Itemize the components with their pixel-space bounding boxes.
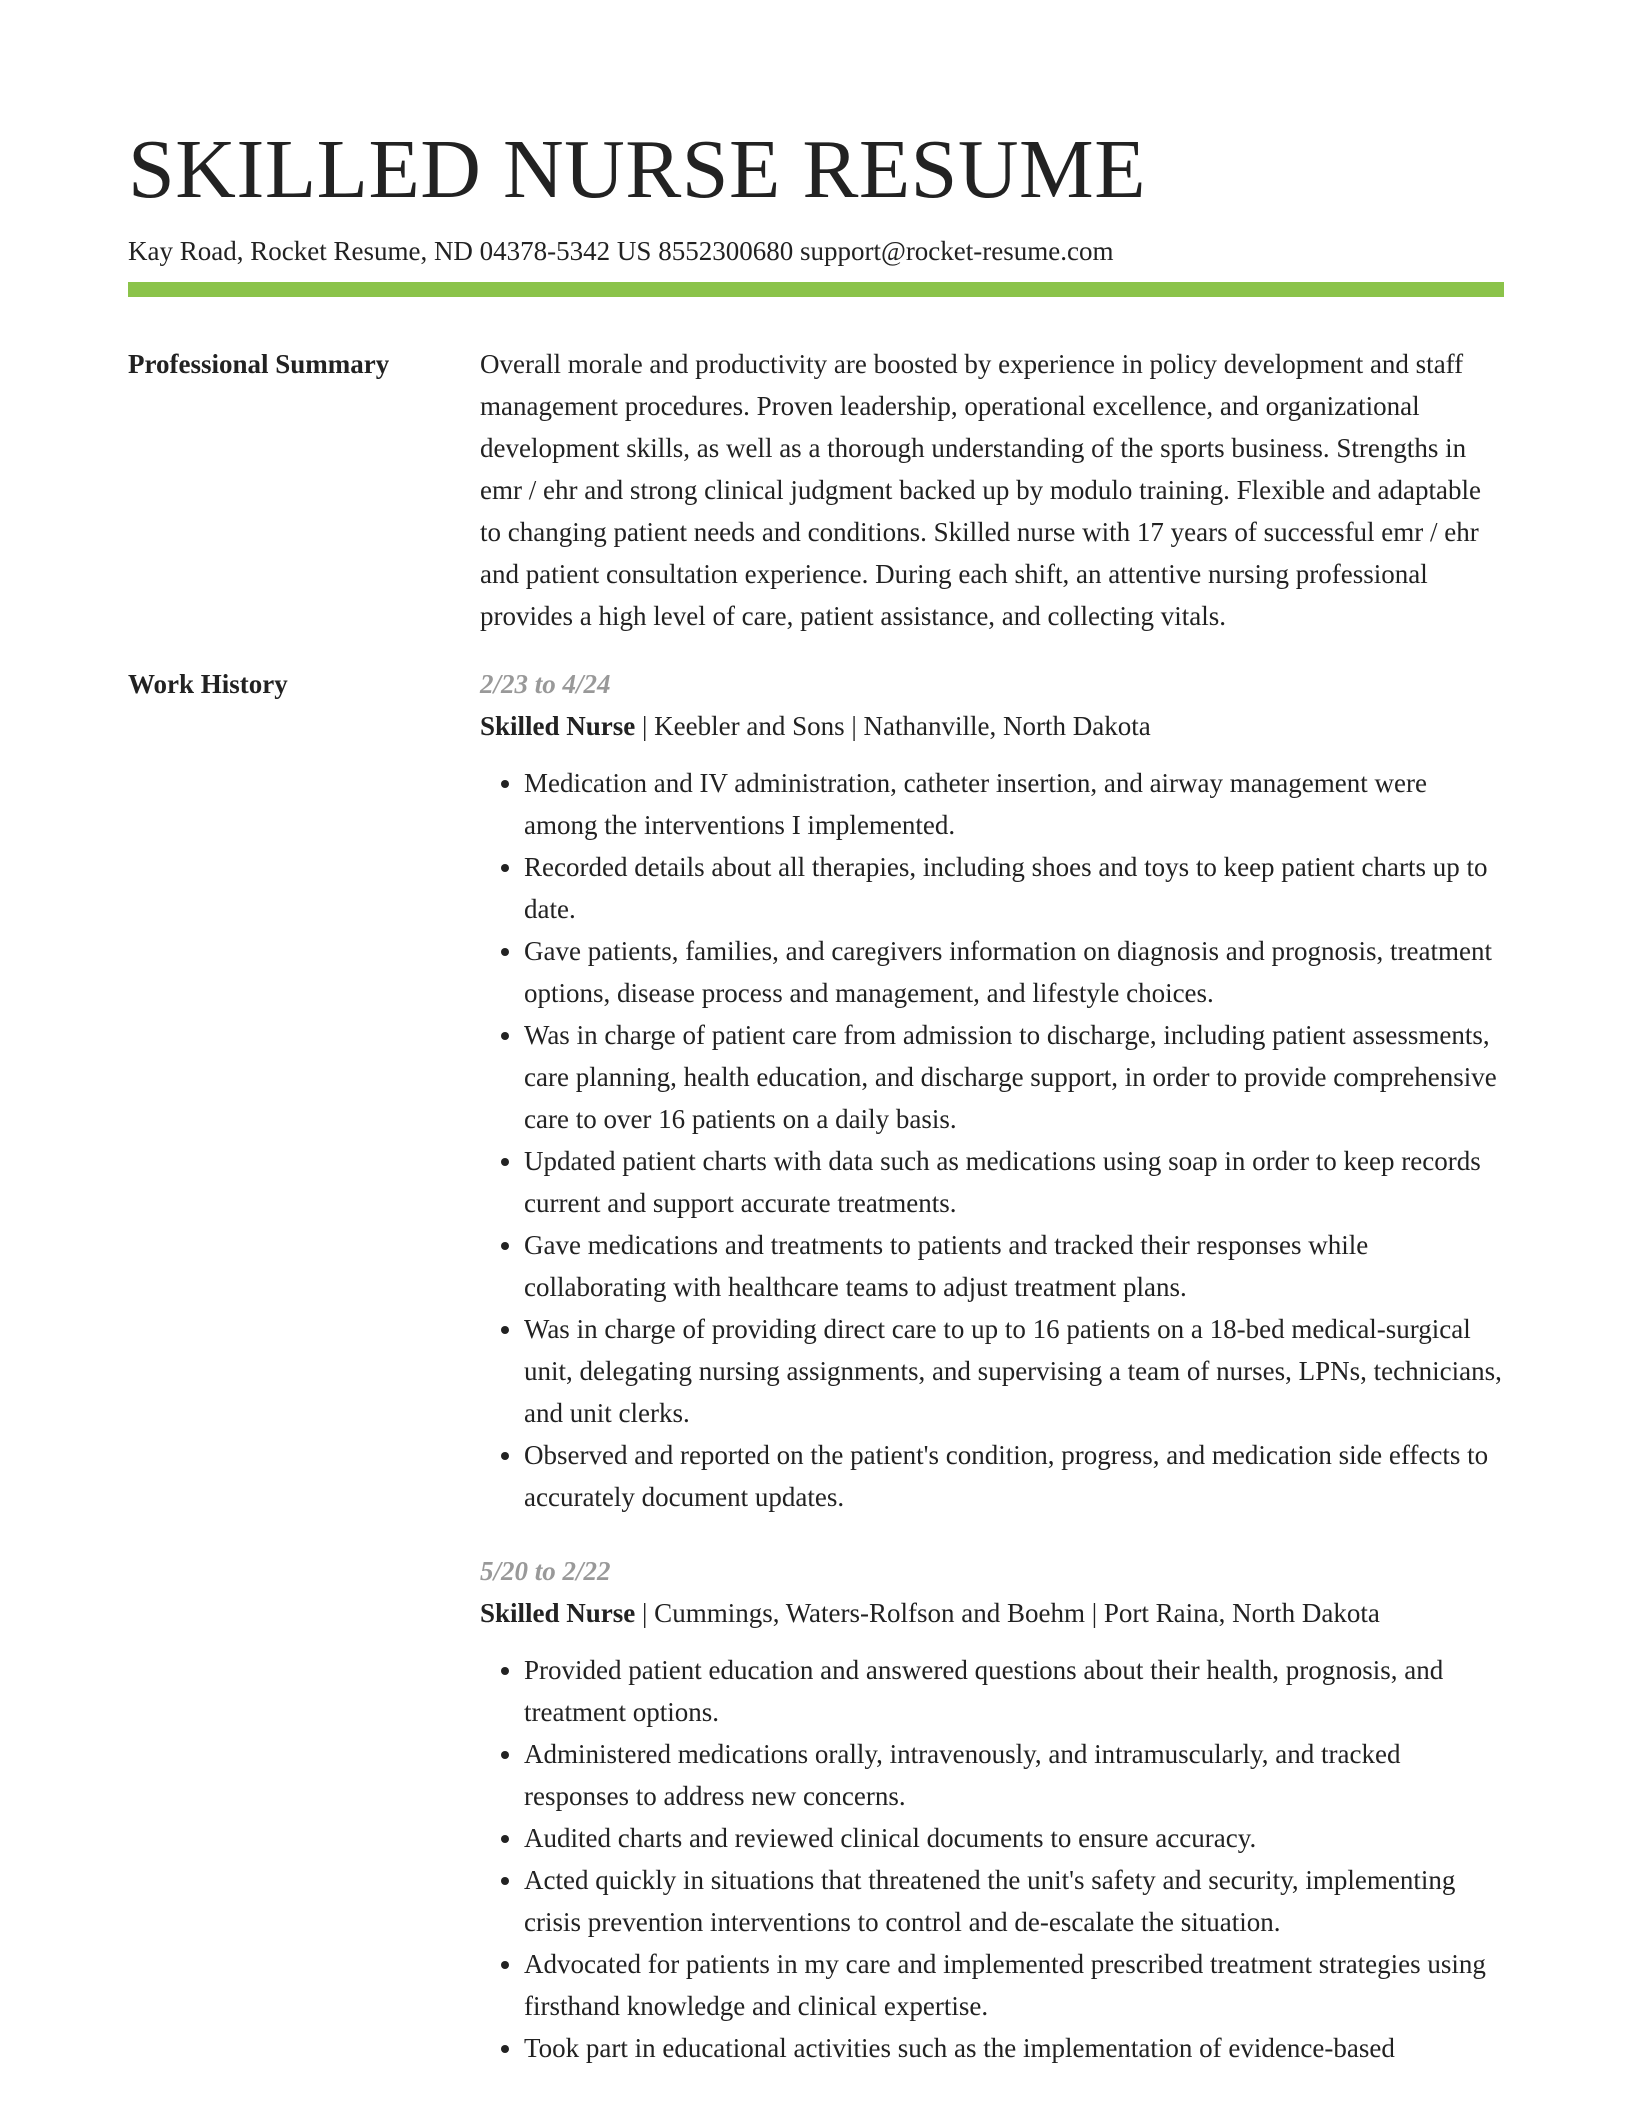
contact-line <box>128 230 1504 272</box>
job-title-line <box>480 705 1504 747</box>
job-dates: 5/20 to 2/22 <box>480 1556 611 1586</box>
professional-summary-section <box>128 343 1504 637</box>
job-duty-item: • Took part in educational activities such as the implementation of evidence-based <box>524 2027 1504 2069</box>
job-duty-item: • Advocated for patients in my care and implemented prescribed treatment strategies using firsthand knowledge and clinical expertise. <box>524 1943 1504 2027</box>
job-duties-list <box>480 762 1504 1518</box>
job-title: Skilled Nurse <box>480 1598 636 1628</box>
job-duty-item: • Gave patients, families, and caregivers information on diagnosis and prognosis, treatment options, disease process and management, and lifestyle choices. <box>524 930 1504 1014</box>
job-details: | Keebler and Sons | Nathanville, North Dakota <box>635 711 1151 741</box>
contact-phone: 8552300680 <box>658 236 794 266</box>
job-details: | Cummings, Waters-Rolfson and Boehm | Port Raina, North Dakota <box>635 1598 1380 1628</box>
header-divider <box>128 282 1504 297</box>
job-duty-item: • Audited charts and reviewed clinical documents to ensure accuracy. <box>524 1817 1504 1859</box>
job-duties-list <box>480 1649 1504 2069</box>
job-duty-item: • Medication and IV administration, catheter insertion, and airway management were among the interventions I implemented. <box>524 762 1504 846</box>
work-history-body <box>480 663 1504 2069</box>
summary-text: Overall morale and productivity are boosted by experience in policy development and staff management procedures. Proven leadership, operational excellence, and organizational development skills, as well as a thorough understanding of the sports business. Strengths in emr / ehr and strong clinical judgment backed up by modulo training. Flexible and adaptable to changing patient needs and conditions. Skilled nurse with 17 years of successful emr / ehr and patient consultation experience. During each shift, an attentive nursing professional provides a high level of care, patient assistance, and collecting vitals. <box>480 349 1481 631</box>
job-duty-item: • Administered medications orally, intravenously, and intramuscularly, and tracked responses to address new concerns. <box>524 1733 1504 1817</box>
job-title-line <box>480 1592 1504 1634</box>
job-duty-item: • Provided patient education and answered questions about their health, prognosis, and treatment options. <box>524 1649 1504 1733</box>
work-history-section <box>128 663 1504 2069</box>
job-title: Skilled Nurse <box>480 711 636 741</box>
job-dates: 2/23 to 4/24 <box>480 669 611 699</box>
contact-email: support@rocket-resume.com <box>799 236 1114 266</box>
job-duty-item: • Updated patient charts with data such as medications using soap in order to keep records current and support accurate treatments. <box>524 1140 1504 1224</box>
job-entry <box>480 663 1504 1518</box>
job-duty-item: • Observed and reported on the patient's condition, progress, and medication side effects to accurately document updates. <box>524 1434 1504 1518</box>
resume-page <box>128 112 1504 2069</box>
job-duty-item: • Was in charge of patient care from admission to discharge, including patient assessments, care planning, health education, and discharge support, in order to provide comprehensive care to over 16 patients on a daily basis. <box>524 1014 1504 1140</box>
job-entry <box>480 1550 1504 2069</box>
job-duty-item: • Recorded details about all therapies, including shoes and toys to keep patient charts up to date. <box>524 846 1504 930</box>
job-duty-item: • Gave medications and treatments to patients and tracked their responses while collaborating with healthcare teams to adjust treatment plans. <box>524 1224 1504 1308</box>
contact-address: Kay Road, Rocket Resume, ND 04378-5342 US <box>128 236 652 266</box>
job-duty-item: • Was in charge of providing direct care to up to 16 patients on a 18-bed medical-surgical unit, delegating nursing assignments, and supervising a team of nurses, LPNs, technicians, and unit clerks. <box>524 1308 1504 1434</box>
section-label-work-history: Work History <box>128 669 288 699</box>
section-label-summary: Professional Summary <box>128 349 390 379</box>
job-duty-item: • Acted quickly in situations that threatened the unit's safety and security, implementing crisis prevention interventions to control and de-escalate the situation. <box>524 1859 1504 1943</box>
resume-title: SKILLED NURSE RESUME <box>128 123 1147 216</box>
